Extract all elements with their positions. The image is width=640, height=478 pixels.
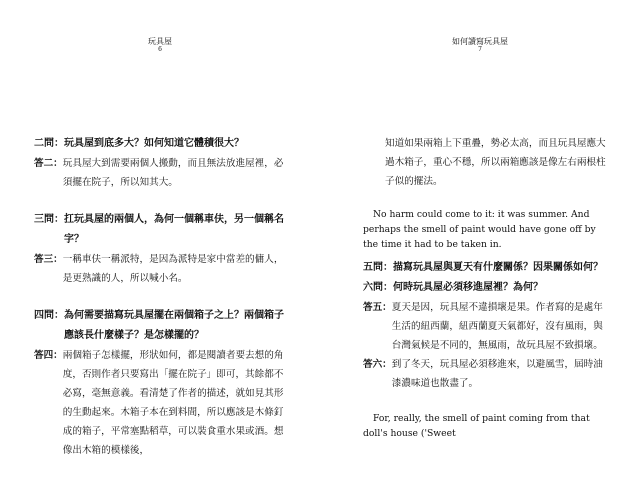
right-header-title: 如何讀寫玩具屋 [452,37,508,46]
right-page-number: 7 [478,46,482,53]
question-4-text: 為何需要描寫玩具屋擺在兩個箱子之上？兩個箱子應該長什麼樣子？是怎樣擺的？ [64,310,284,341]
question-3 [34,210,286,250]
english-passage-2: For, really, the smell of paint coming from that doll's house ('Sweet [363,413,590,439]
question-6-text: 何時玩具屋必須移進屋裡？為何？ [393,282,543,293]
left-page-number: 6 [158,46,162,53]
question-5-label: 五問： [363,262,393,273]
answer-5-text: 夏天是因，玩具屋不違損壞是果。作者寫的是處年生活的紐西蘭，紐西蘭夏天氣都好，沒有風雨，與台灣氣候是不同的，無風雨，故玩具屋不致損壞。 [391,302,603,351]
left-page [0,0,320,456]
question-5 [363,258,609,278]
answer-6-label: 答六： [363,359,392,370]
question-3-text: 扛玩具屋的兩個人，為何一個稱車伕，另一個稱名字？ [64,214,284,245]
answer-4-label: 答四： [34,350,63,361]
question-4-label: 四問： [34,310,64,321]
answer-4-continuation: 知道如果兩箱上下重疊，勢必太高，而且玩具屋應大過木箱子，重心不穩，所以兩箱應該是像左右兩根柱子似的擺法。 [385,138,606,187]
question-4 [34,306,286,346]
answer-5-label: 答五： [363,302,392,313]
answer-4 [34,346,286,460]
answer-5 [363,298,609,355]
question-2 [34,134,286,154]
left-page-header [0,37,320,54]
answer-3-label: 答三： [34,254,63,265]
answer-4-text: 兩個箱子怎樣擺，形狀如何，都是閱讀者要去想的角度，否則作者只要寫出「擺在院子」即可，其餘都不必寫，毫無意義。看清楚了作者的描述，就如見其形的生動起來。木箱子本在到料間，所以應該是木條釘成的箱子，平常塞點稻草，可以裝食重水果或酒。想像出木箱的模樣後， [62,350,284,456]
question-5-text: 描寫玩具屋與夏天有什麼關係？因果關係如何？ [393,262,603,273]
answer-2-text: 玩具屋大到需要兩個人搬動，而且無法放進屋裡，必須擺在院子，所以知其大。 [62,158,284,188]
answer-3-text: 一稱車伕一稱派特，是因為派特是家中當差的傭人，是更熟識的人，所以喊小名。 [62,254,284,284]
right-page-header [320,37,640,54]
right-page-body [363,134,609,441]
answer-6-text: 到了冬天，玩具屋必須移進來，以避風雪，屆時油漆濃味道也散盡了。 [391,359,603,389]
left-page-body [34,134,286,478]
answer-3 [34,250,286,288]
answer-6 [363,355,609,393]
english-passage-1: No harm could come to it: it was summer. And perhaps the smell of paint would have gone off by the time it had to be taken in. [363,209,596,250]
answer-2 [34,154,286,192]
question-2-text: 玩具屋到底多大？如何知道它體積很大？ [64,138,244,149]
question-3-label: 三問： [34,214,64,225]
question-6 [363,278,609,298]
left-header-title: 玩具屋 [148,37,172,46]
question-6-label: 六問： [363,282,393,293]
question-2-label: 二問： [34,138,64,149]
answer-2-label: 答二： [34,158,63,169]
